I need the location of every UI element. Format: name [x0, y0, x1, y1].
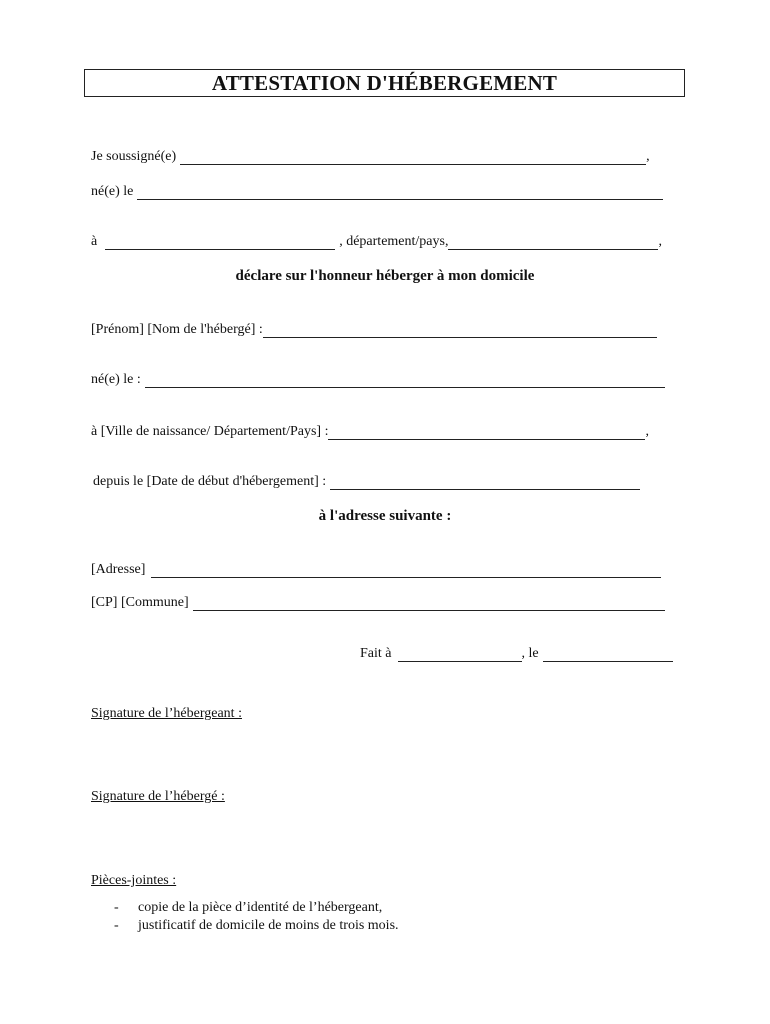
- soussigne-line: [91, 147, 650, 165]
- adresse-label: [Adresse]: [91, 562, 146, 577]
- cp-commune-line: [91, 593, 665, 611]
- adresse-field[interactable]: [151, 563, 661, 578]
- ville-naissance-comma: ,: [645, 424, 649, 439]
- bullet-dash: -: [114, 918, 119, 933]
- ne-le-line-2: [91, 370, 665, 388]
- pieces-jointes-title: Pièces-jointes :: [91, 873, 177, 888]
- title-box: [84, 69, 685, 97]
- cp-commune-label: [CP] [Commune]: [91, 595, 189, 610]
- depuis-le-field[interactable]: [330, 475, 640, 490]
- soussigne-comma: ,: [646, 149, 650, 164]
- piece-item-2: justificatif de domicile de moins de trois mois.: [138, 918, 399, 933]
- ville-field[interactable]: [105, 235, 335, 250]
- adresse-suivante-heading: à l'adresse suivante :: [318, 508, 452, 524]
- bullet-dash: -: [114, 900, 119, 915]
- departement-field[interactable]: [448, 235, 658, 250]
- declare-heading: déclare sur l'honneur héberger à mon domicile: [235, 268, 535, 284]
- list-item: [114, 900, 382, 916]
- cp-commune-field[interactable]: [193, 596, 665, 611]
- a-label-1: à: [91, 234, 98, 249]
- prenom-nom-line: [91, 320, 657, 338]
- fait-a-line: [360, 644, 673, 662]
- depuis-le-label: depuis le [Date de début d'hébergement] :: [93, 474, 327, 489]
- date-field[interactable]: [543, 647, 673, 662]
- piece-item-1: copie de la pièce d’identité de l’hébergeant,: [138, 900, 383, 915]
- ne-le-field-2[interactable]: [145, 373, 665, 388]
- fait-a-label: Fait à: [360, 646, 392, 661]
- adresse-line: [91, 560, 661, 578]
- prenom-nom-label: [Prénom] [Nom de l'hébergé] :: [91, 322, 263, 337]
- ne-le-label-2: né(e) le :: [91, 372, 141, 387]
- le-label: , le: [521, 646, 539, 661]
- soussigne-label: Je soussigné(e): [91, 149, 177, 164]
- fait-a-field[interactable]: [398, 647, 522, 662]
- ville-naissance-field[interactable]: [328, 425, 645, 440]
- document-title: ATTESTATION D'HÉBERGEMENT: [211, 70, 558, 95]
- lieu-line: [91, 232, 662, 250]
- ville-naissance-line: [91, 422, 649, 440]
- prenom-nom-field[interactable]: [263, 323, 657, 338]
- signature-hebergeant-label: Signature de l’hébergeant :: [91, 706, 242, 721]
- list-item: [114, 918, 399, 934]
- depuis-le-line: [93, 472, 640, 490]
- ne-le-line-1: [91, 182, 663, 200]
- ne-le-field-1[interactable]: [137, 185, 663, 200]
- soussigne-field[interactable]: [180, 150, 646, 165]
- ne-le-label-1: né(e) le: [91, 184, 134, 199]
- departement-comma: ,: [658, 234, 662, 249]
- signature-heberge-label: Signature de l’hébergé :: [91, 789, 225, 804]
- ville-naissance-label: à [Ville de naissance/ Département/Pays] :: [91, 424, 329, 439]
- departement-label: , département/pays,: [339, 234, 449, 249]
